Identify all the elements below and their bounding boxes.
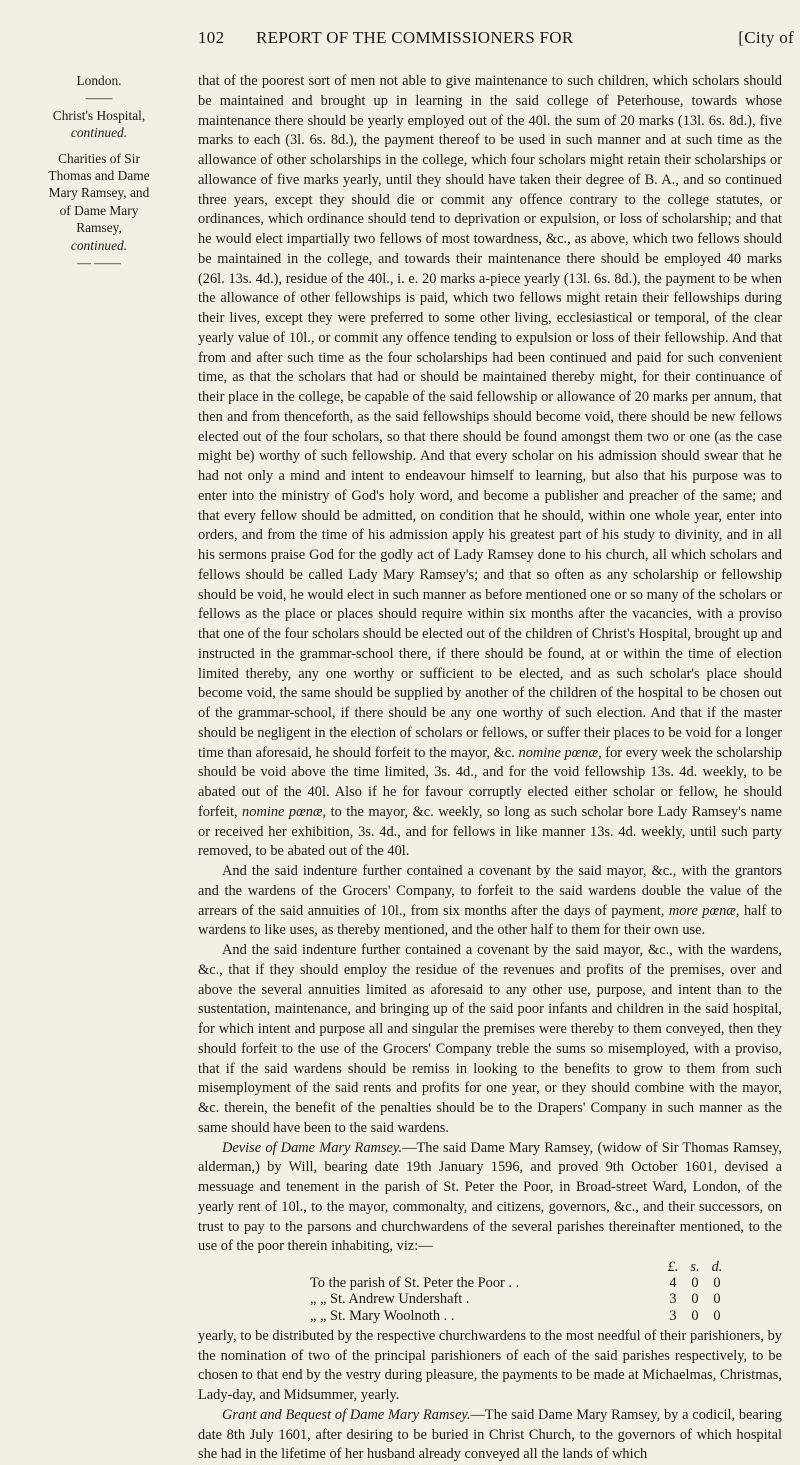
margin-dash: — —— <box>77 255 121 271</box>
margin-charity-line: Charities of Sir <box>58 150 140 166</box>
cell-shillings: 0 <box>691 1275 699 1292</box>
table-row <box>198 1308 728 1324</box>
running-title: REPORT OF THE COMMISSIONERS FOR <box>256 28 574 47</box>
section-heading: Grant and Bequest of Dame Mary Ramsey. <box>222 1406 471 1423</box>
margin-place: London. <box>76 73 122 88</box>
running-header <box>198 28 794 50</box>
cell-pence: 0 <box>713 1291 721 1308</box>
column-pounds: £. <box>667 1259 679 1275</box>
paragraph: that of the poorest sort of men not able to give maintenance to such children, which scholars should be maintained and brought up in learning in the said college of Peterhouse, towards whose maintenance there should be yearly employed out of the 40l. the sum of 20 marks (13l. 6s. 8d.), five marks to each (3l. 6s. 8d.), the payment thereof to be used in such manner and at such time as the allowance of other scholarships in the college, which four scholars might retain their scholarships or allowance of five marks yearly, until they should have taken their degree of B. A., and so continued three years, except they should die or commit any offence contrary to the college statutes, or ordinances, which ordinance should tend to deprivation or expulsion, or loss of scholarship; and that he would elect impartially two fellows of most towardness, &c., as above, which two fellows should be maintained in the college, and towards their maintenance there should be employed 40 marks (26l. 13s. 4d.), residue of the 40l., i. e. 20 marks a-piece yearly (13l. 6s. 8d.), the payment to be when the allowance of other fellowships is paid, which two fellows might retain their fellowships during their lives, except they were preferred to some other living, ecclesiastical or temporal, of the clear yearly value of 10l., or commit any offence tending to expulsion or loss of their fellowship. And that from and after such time as the four scholarships had been continued and paid for such convenient time, as that the scholars that had or should be maintained thereby might, for their continuance of their place in the college, be capable of the said fellowship or allowance of 20 marks per annum, that then and from thenceforth, as the said fellowships should become void, there should be new fellows elected out of the four scholars, so that there should be found amongst them two or one (as the case might be) worthy of such fellowship. And that every scholar on his admission should swear that he had not only a mind and intent to endeavour himself to learning, but also that his purpose was to enter into the ministry of God's holy word, and become a publisher and preacher of the same; and that every fellow should be admitted, on condition that he should, within one whole year, enter into orders, and from the time of his admission apply his greatest part of his study to divinity, and in all his sermons praise God for the godly act of Lady Ramsey done to his church, all which scholars and fellows should be called Lady Mary Ramsey's; and that so often as any scholarship or fellowship should be void, he would elect in such manner as before mentioned one or so many of the scholars or fellows as the place or places should require within six months after the vacancies, with a proviso that one of the four scholars should be elected out of the children of Christ's Hospital, brought up and instructed in the grammar-school there, if there should be found, at or within the time of election limited thereby, any one worthy or sufficient to be elected, and as such scholar's place should become void, the same should be supplied by another of the children of the hospital to be chosen out of the grammar-school, if there should be any one worthy of such election. And that if the master should be negligent in the election of scholars or fellows, or suffer their places to be void for a longer time than aforesaid, he should forfeit to the mayor, &c. nomine pœnæ, for every week the scholarship should be void above the time limited, 3s. 4d., and for the void fellowship 13s. 4d. weekly, to be abated out of the 40l. Also if he for favour corruptly elected either scholar or fellow, he should forfeit, nomine pœnæ, to the mayor, &c. weekly, so long as such scholar bore Lady Ramsey's name or received her exhibition, 3s. 4d., and for fellows in like manner 13s. 4d. weekly, until such party removed, to be abated out of the 40l. <box>198 73 782 860</box>
cell-shillings: 0 <box>691 1291 699 1308</box>
cell-pounds: 4 <box>669 1275 677 1292</box>
column-shillings: s. <box>690 1259 700 1275</box>
row-label: To the parish of St. Peter the Poor . . <box>310 1275 520 1292</box>
row-label: „ „ St. Andrew Undershaft . <box>310 1291 470 1308</box>
margin-charity-line: Mary Ramsey, and <box>48 185 150 201</box>
paragraph: yearly, to be distributed by the respective churchwardens to the most needful of their parishioners, by the nomination of two of the principal parishioners of each of the said parishes respectively, to be chosen to that end by the vestry during pleasure, the payments to be made at Michaelmas, Christmas, Lady-day, and Midsummer, yearly. <box>198 1327 782 1404</box>
cell-pounds: 3 <box>669 1307 677 1324</box>
column-pence: d. <box>711 1259 723 1275</box>
paragraph: And the said indenture further contained a covenant by the said mayor, &c., with the wardens, &c., that if they should employ the residue of the revenues and profits of the premises, over and above the several annuities limited as aforesaid to any other use, purpose, and intent than to the sustentation, maintenance, and bringing up of the said poor infants and children in the said hospital, for which intent and purpose all and singular the premises were thereby to them conveyed, then they should forfeit to the use of the Grocers' Company treble the sums so misemployed, with a proviso, that if the said wardens should be remiss in looking to the benefits to grow to them from such misemployment of the said rents and profits for one year, or they should combine with the mayor, &c. therein, the benefit of the penalties should be to the Drapers' Company in such manner as the same should have been to the said wardens. <box>198 942 782 1136</box>
cell-pounds: 3 <box>669 1291 677 1308</box>
margin-charity-line: Thomas and Dame <box>48 168 150 184</box>
cell-shillings: 0 <box>691 1307 699 1324</box>
table-row <box>198 1275 728 1291</box>
cell-pence: 0 <box>713 1275 721 1292</box>
table-row <box>198 1291 728 1307</box>
payments-table <box>198 1259 782 1324</box>
margin-continued: continued. <box>70 125 128 141</box>
running-context: [City of <box>738 28 794 47</box>
table-header <box>198 1259 728 1275</box>
paragraph: And the said indenture further contained a covenant by the said mayor, &c., with the grantors and the wardens of the Grocers' Company, to forfeit to the said wardens double the value of the arrears of the said annuities of 10l., from six months after the days of payment, more pœnæ, half to wardens to like uses, as thereby mentioned, and the other half to them for their own use. <box>198 863 782 939</box>
cell-pence: 0 <box>713 1307 721 1324</box>
paragraph: Devise of Dame Mary Ramsey.—The said Dame Mary Ramsey, (widow of Sir Thomas Ramsey, alderman,) by Will, bearing date 19th January 1596, and proved 9th October 1601, devised a messuage and tenement in the parish of St. Peter the Poor, in Broad-street Ward, London, of the yearly rent of 10l., to the mayor, commonalty, and citizens, governors, &c., and their successors, on trust to pay to the parsons and churchwardens of the several parishes thereinafter mentioned, to the use of the poor therein inhabiting, viz:— <box>198 1139 782 1255</box>
margin-continued: continued. <box>70 237 128 253</box>
main-text <box>198 72 782 1465</box>
paragraph: Grant and Bequest of Dame Mary Ramsey.—The said Dame Mary Ramsey, by a codicil, bearing date 8th July 1601, after desiring to be buried in Christ Church, to the governors of which hospital she had in the lifetime of her husband already conveyed all the lands of which <box>198 1406 782 1463</box>
margin-charity-line: of Dame Mary <box>59 202 139 218</box>
page-number: 102 <box>198 28 225 47</box>
margin-dash: —— <box>85 90 113 106</box>
section-heading: Devise of Dame Mary Ramsey. <box>222 1139 403 1156</box>
margin-hospital: Christ's Hospital, <box>52 107 146 123</box>
margin-notes <box>20 72 178 271</box>
margin-charity-line: Ramsey, <box>76 220 122 236</box>
row-label: „ „ St. Mary Woolnoth . . <box>310 1307 455 1324</box>
